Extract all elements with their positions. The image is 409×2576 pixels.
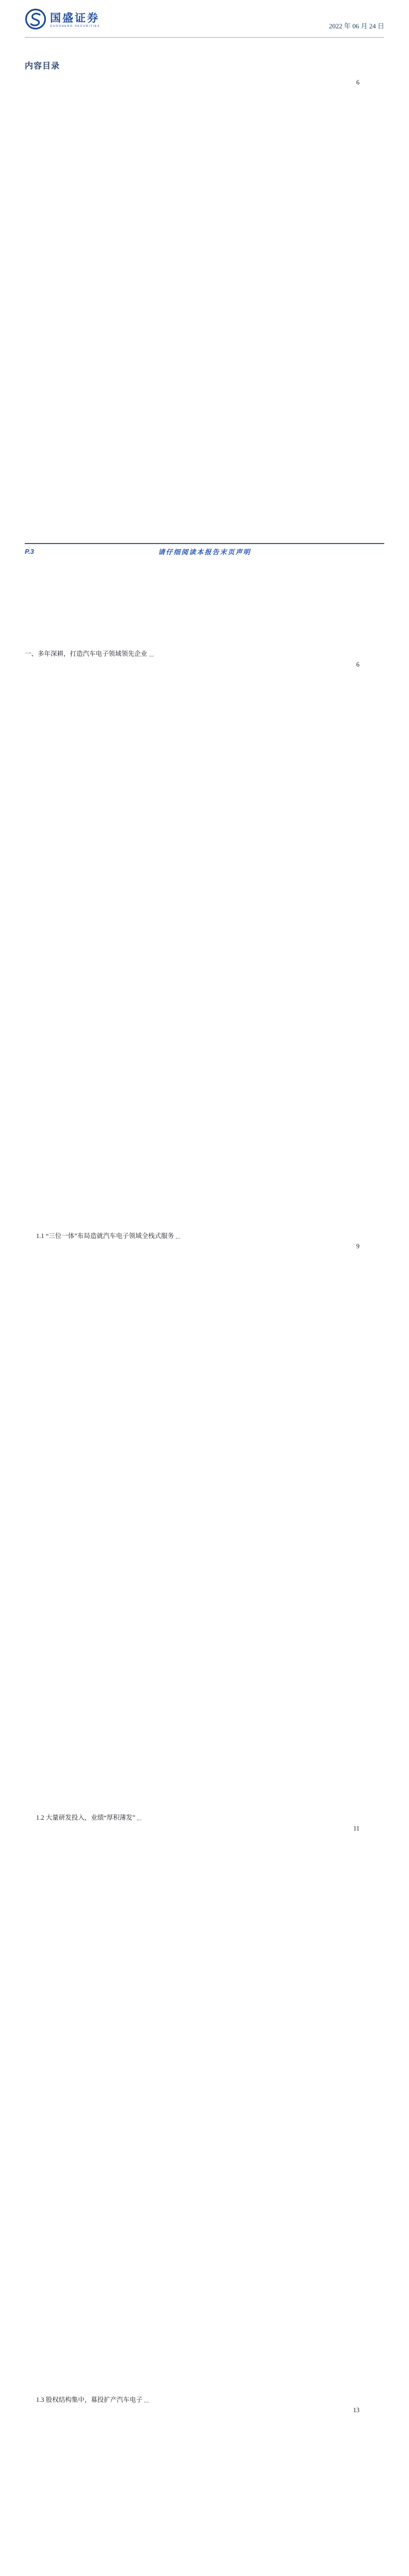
toc-entry — [25, 79, 384, 657]
toc-entry-page: 11 — [353, 1824, 359, 1832]
toc-entry-page: 6 — [356, 660, 359, 668]
report-date: 2022 年 06 月 24 日 — [329, 22, 384, 30]
dot-leader — [176, 1238, 180, 1239]
toc-entry-label: 1.2 大量研发投入，业绩“厚积薄发” — [36, 1814, 136, 1822]
toc-entry — [36, 1825, 384, 2403]
toc-entry-label: 1.3 股权结构集中，募投扩产汽车电子 — [36, 2396, 143, 2403]
brand-text — [50, 13, 100, 28]
toc-entry-label: 一、多年深耕，打造汽车电子领域领先企业 — [25, 650, 148, 657]
toc-entry — [36, 1243, 384, 1821]
toc-title: 内容目录 — [25, 62, 60, 71]
toc-list — [25, 79, 384, 2576]
toc-entry-page: 6 — [356, 79, 359, 86]
toc-entry-page: 9 — [356, 1243, 359, 1250]
report-header — [25, 0, 384, 38]
brand-subtitle: GUOSHENG SECURITIES — [50, 24, 101, 28]
toc-entry-label: 1.1 “三位一体”布局造就汽车电子领域全栈式服务 — [36, 1232, 174, 1240]
report-footer — [25, 543, 384, 555]
toc-entry — [25, 2407, 384, 2576]
toc-entry — [36, 662, 384, 1240]
footer-disclaimer: 请仔细阅读本报告末页声明 — [158, 548, 251, 556]
toc-entry-page: 13 — [353, 2406, 359, 2414]
brand — [25, 8, 100, 32]
brand-logo-icon — [25, 8, 46, 32]
brand-name: 国盛证券 — [50, 12, 100, 24]
page-number: P.3 — [25, 548, 34, 555]
